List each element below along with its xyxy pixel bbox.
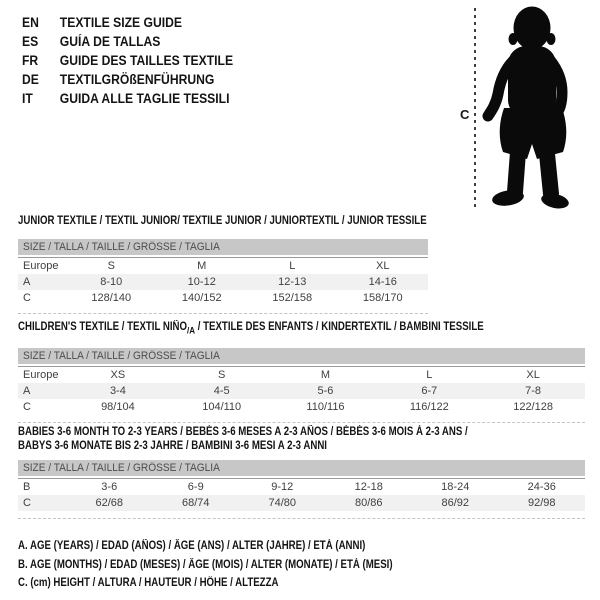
language-title: GUIDE DES TAILLES TEXTILE	[59, 53, 234, 68]
table-row-height	[18, 290, 428, 306]
table-cell: 122/128	[513, 401, 553, 414]
table-cell: XS	[66, 366, 170, 383]
table-cell: L	[247, 257, 338, 274]
table-cell: 4-5	[170, 383, 274, 399]
table-cell: 80/86	[326, 495, 413, 511]
babies-textile-title	[18, 425, 494, 453]
table-row-europe	[18, 366, 585, 383]
row-label: A	[18, 383, 66, 399]
language-title: GUÍA DE TALLAS	[59, 34, 161, 49]
note-age-months: B. AGE (MONTHS) / EDAD (MESES) / ÂGE (MOIS) / ALTER (MONATE) / ETÀ (MESI)	[18, 558, 393, 571]
babies-textile-table	[18, 460, 585, 511]
table-cell: 7-8	[481, 383, 585, 399]
table-bottom-rule	[18, 511, 585, 519]
legend-notes	[18, 537, 464, 593]
size-header-row	[18, 348, 585, 366]
table-cell: 98/104	[101, 401, 135, 414]
table-cell: L	[377, 366, 481, 383]
table-cell: 68/74	[153, 495, 240, 511]
babies-textile-section	[18, 425, 585, 519]
baby-silhouette-icon	[482, 4, 594, 210]
row-label: C	[23, 401, 31, 414]
height-measure-label: C	[460, 107, 470, 122]
table-cell: S	[66, 257, 157, 274]
row-label: C	[18, 495, 66, 511]
language-row	[22, 51, 233, 70]
size-header-row	[18, 460, 585, 478]
language-code: DE	[22, 72, 39, 87]
language-code: IT	[22, 91, 33, 106]
table-cell: 14-16	[338, 274, 429, 290]
junior-textile-title: JUNIOR TEXTILE / TEXTIL JUNIOR/ TEXTILE JUNIOR / JUNIORTEXTIL / JUNIOR TESSILE	[18, 215, 427, 227]
table-cell: 104/110	[202, 401, 242, 414]
table-cell: 74/80	[239, 495, 326, 511]
size-header-label: SIZE / TALLA / TAILLE / GRÖSSE / TAGLIA	[23, 462, 220, 474]
childrens-textile-table	[18, 348, 585, 415]
row-label: B	[18, 478, 66, 495]
language-code: EN	[22, 15, 39, 30]
junior-textile-section	[18, 215, 428, 314]
language-title: TEXTILE SIZE GUIDE	[59, 15, 182, 30]
table-cell: 24-36	[499, 478, 586, 495]
table-cell: S	[170, 366, 274, 383]
table-row-age-years	[18, 274, 428, 290]
table-cell: 12-13	[247, 274, 338, 290]
childrens-textile-section	[18, 321, 585, 423]
title-line-1: BABIES 3-6 MONTH TO 2-3 YEARS / BEBÉS 3-6 MESES A 2-3 AÑOS / BÉBÉS 3-6 MOIS À 2-3 ANS /	[18, 426, 468, 438]
language-code: ES	[22, 34, 39, 49]
row-label: Europe	[18, 366, 66, 383]
height-measure-line	[474, 8, 476, 207]
size-header-label: SIZE / TALLA / TAILLE / GRÖSSE / TAGLIA	[23, 350, 220, 363]
table-cell: 3-4	[66, 383, 170, 399]
table-cell: 158/170	[362, 292, 403, 304]
language-row	[22, 13, 233, 32]
table-cell: 92/98	[499, 495, 586, 511]
table-bottom-rule	[18, 306, 428, 314]
language-title: TEXTILGRÖßENFÜHRUNG	[59, 72, 215, 87]
row-label: A	[18, 274, 66, 290]
childrens-textile-title	[18, 321, 494, 337]
table-bottom-rule	[18, 415, 585, 423]
table-cell: 62/68	[66, 495, 153, 511]
table-cell: 116/122	[409, 401, 449, 414]
language-row	[22, 32, 233, 51]
table-cell: M	[274, 366, 378, 383]
note-height: C. (cm) HEIGHT / ALTURA / HAUTEUR / HÖHE / ALTEZZA	[18, 577, 279, 589]
table-cell: 5-6	[274, 383, 378, 399]
title-text: CHILDREN'S TEXTILE / TEXTIL NIÑO	[18, 321, 188, 333]
table-cell: 86/92	[412, 495, 499, 511]
table-cell: 140/152	[181, 292, 222, 304]
language-row	[22, 70, 233, 89]
table-cell: 128/140	[91, 292, 132, 304]
table-row-age-years	[18, 383, 585, 399]
table-row-height	[18, 495, 585, 511]
table-cell: 9-12	[239, 478, 326, 495]
table-cell: 152/158	[272, 292, 313, 304]
table-cell: 110/116	[306, 401, 345, 414]
language-list	[22, 13, 257, 108]
table-cell: 18-24	[412, 478, 499, 495]
table-cell: 8-10	[66, 274, 157, 290]
size-header-label: SIZE / TALLA / TAILLE / GRÖSSE / TAGLIA	[23, 241, 220, 253]
table-row-age-months	[18, 478, 585, 495]
title-line-2: BABYS 3-6 MONATE BIS 2-3 JAHRE / BAMBINI 3-6 MESI A 2-3 ANNI	[18, 440, 327, 452]
table-cell: 10-12	[157, 274, 248, 290]
row-label: C	[23, 292, 31, 304]
language-row	[22, 89, 233, 108]
junior-textile-table	[18, 239, 428, 306]
table-cell: M	[157, 257, 248, 274]
table-row-europe	[18, 257, 428, 274]
table-cell: 6-9	[153, 478, 240, 495]
table-cell: 3-6	[66, 478, 153, 495]
row-label: Europe	[18, 257, 66, 274]
table-cell: 6-7	[377, 383, 481, 399]
title-subscript: /A	[187, 325, 196, 337]
size-header-row	[18, 239, 428, 257]
table-cell: XL	[481, 366, 585, 383]
table-cell: XL	[338, 257, 429, 274]
table-row-height	[18, 399, 585, 415]
table-cell: 12-18	[326, 478, 413, 495]
title-text: / TEXTILE DES ENFANTS / KINDERTEXTIL / BAMBINI TESSILE	[195, 321, 484, 333]
note-age-years: A. AGE (YEARS) / EDAD (AÑOS) / ÂGE (ANS) / ALTER (JAHRE) / ETÀ (ANNI)	[18, 540, 366, 552]
language-code: FR	[22, 53, 39, 68]
language-title: GUIDA ALLE TAGLIE TESSILI	[59, 91, 230, 106]
